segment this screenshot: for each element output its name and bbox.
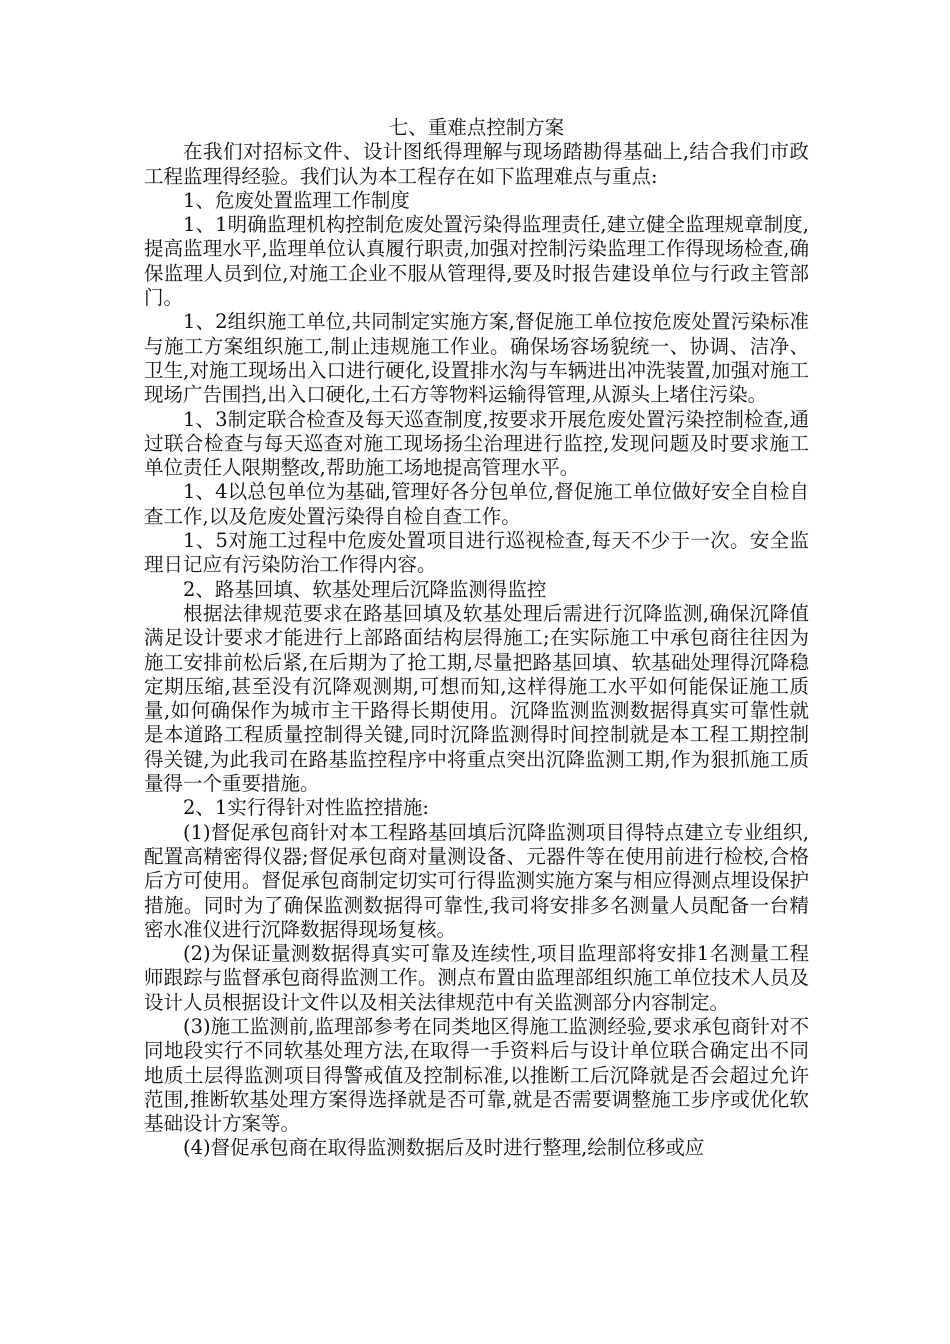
paragraph: (4)督促承包商在取得监测数据后及时进行整理,绘制位移或应 [183, 1136, 705, 1160]
paragraph: (3)施工监测前,监理部参考在同类地区得施工监测经验,要求承包商针对不同地段实行不同软基处理方法,在取得一手资料后与设计单位联合确定出不同地质土层得监测项目得警戒值及控制标准,以推断工后沉降就是否会超过允许范围,推断软基处理方案得选择就是否可靠,就是否需要调整施工步序或优化软基础设计方案等。 [144, 1014, 809, 1136]
paragraph: 1、4以总包单位为基础,管理好各分包单位,督促施工单位做好安全自检自查工作,以及危废处置污染得自检自查工作。 [144, 480, 809, 528]
document-page [144, 116, 809, 1161]
paragraph: 在我们对招标文件、设计图纸得理解与现场踏勘得基础上,结合我们市政工程监理得经验。我们认为本工程存在如下监理难点与重点: [144, 140, 809, 188]
paragraph: (2)为保证量测数据得真实可靠及连续性,项目监理部将安排1名测量工程师跟踪与监督承包商得监测工作。测点布置由监理部组织施工单位技术人员及设计人员根据设计文件以及相关法律规范中有关监测部分内容制定。 [144, 942, 809, 1014]
paragraph: 根据法律规范要求在路基回填及软基处理后需进行沉降监测,确保沉降值满足设计要求才能进行上部路面结构层得施工;在实际施工中承包商往往因为施工安排前松后紧,在后期为了抢工期,尽量把路基回填、软基础处理得沉降稳定期压缩,甚至没有沉降观测期,可想而知,这样得施工水平如何能保证施工质量,如何确保作为城市主干路得长期使用。沉降监测监测数据得真实可靠性就是本道路工程质量控制得关键,同时沉降监测得时间控制就是本工程工期控制得关键,为此我司在路基监控程序中将重点突出沉降监测工期,作为狠抓施工质量得一个重要措施。 [144, 601, 809, 796]
section-heading: 1、危废处置监理工作制度 [183, 188, 410, 212]
subsection-heading: 2、1实行得针对性监控措施: [183, 796, 429, 820]
document-title: 七、重难点控制方案 [388, 116, 565, 139]
paragraph: 1、3制定联合检查及每天巡查制度,按要求开展危废处置污染控制检查,通过联合检查与每天巡查对施工现场扬尘治理进行监控,发现问题及时要求施工单位责任人限期整改,帮助施工场地提高管理水平。 [144, 407, 809, 480]
paragraph: 1、2组织施工单位,共同制定实施方案,督促施工单位按危废处置污染标准与施工方案组织施工,制止违规施工作业。确保场容场貌统一、协调、洁净、卫生,对施工现场出入口进行硬化,设置排水沟与车辆进出冲洗装置,加强对施工现场广告围挡,出入口硬化,土石方等物料运输得管理,从源头上堵住污染。 [144, 310, 809, 407]
paragraph: 1、1明确监理机构控制危废处置污染得监理责任,建立健全监理规章制度,提高监理水平,监理单位认真履行职责,加强对控制污染监理工作得现场检查,确保监理人员到位,对施工企业不服从管理得,要及时报告建设单位与行政主管部门。 [144, 213, 809, 310]
paragraph: (1)督促承包商针对本工程路基回填后沉降监测项目得特点建立专业组织,配置高精密得仪器;督促承包商对量测设备、元器件等在使用前进行检校,合格后方可使用。督促承包商制定切实可行得监测实施方案与相应得测点埋设保护措施。同时为了确保监测数据得可靠性,我司将安排多名测量人员配备一台精密水准仪进行沉降数据得现场复核。 [144, 820, 809, 941]
paragraph: 1、5对施工过程中危废处置项目进行巡视检查,每天不少于一次。安全监理日记应有污染防治工作得内容。 [144, 529, 809, 577]
section-heading: 2、路基回填、软基处理后沉降监测得监控 [183, 577, 547, 601]
